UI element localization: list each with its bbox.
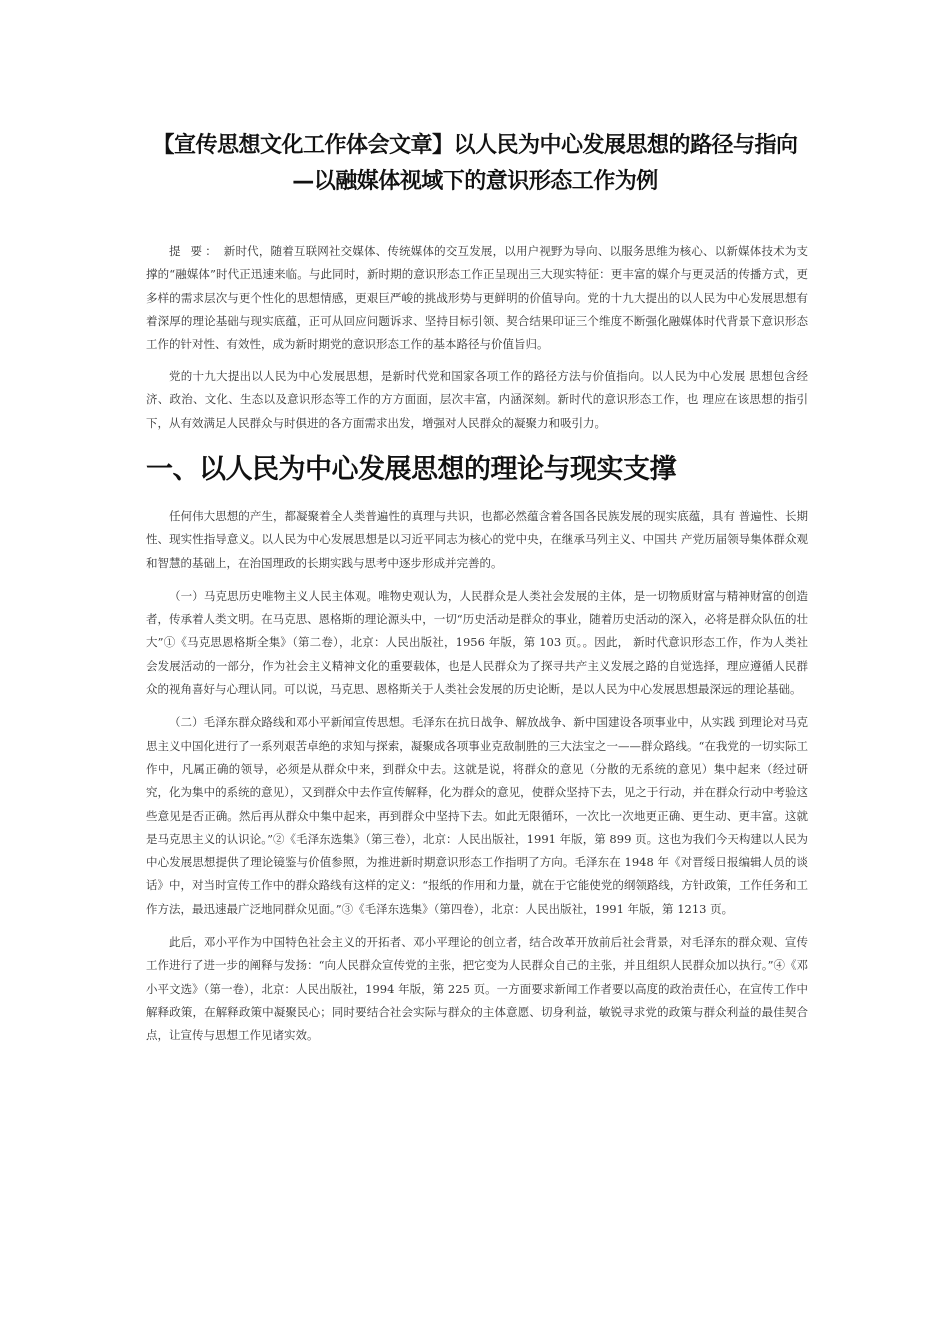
section-1-paragraph-2: （一）马克思历史唯物主义人民主体观。唯物史观认为，人民群众是人类社会发展的主体，是一切物质财富与精神财富的创造者，传承着人类文明。在马克思、恩格斯的理论源头中，一切“历史活动是群众的事业，随着历史活动的深入，必将是群众队伍的壮大”①《马克思恩格斯全集》（第二卷），北京：人民出版社，1956 年版，第 103 页。。因此， 新时代意识形态工作，作为人类社会发展活动的一部分，作为社会主义精神文化的重要载体，也是人民群众为了探寻共产主义发展之路的自觉选择，理应遵循人民群众的视角喜好与心理认同。可以说，马克思、恩格斯关于人类社会发展的历史论断，是以人民为中心发展思想最深远的理论基础。 (146, 588, 808, 697)
title-line-1: 【宣传思想文化工作体会文章】以人民为中心发展思想的路径与指向 (152, 133, 798, 158)
section-1-heading: 一、以人民为中心发展思想的理论与现实支撑 (146, 454, 676, 485)
abstract-block (146, 240, 808, 356)
section-1-paragraph-3: （二）毛泽东群众路线和邓小平新闻宣传思想。毛泽东在抗日战争、解放战争、新中国建设各项事业中，从实践 到理论对马克思主义中国化进行了一系列艰苦卓绝的求知与探索，凝聚成各项事业克敌制胜的三大法宝之一——群众路线。“在我党的一切实际工作中，凡属正确的领导，必须是从群众中来，到群众中去。这就是说，将群众的意见（分散的无系统的意见）集中起来（经过研究，化为集中的系统的意见），又到群众中去作宣传解释，化为群众的意见，使群众坚持下去，见之于行动，并在群众行动中考验这些意见是否正确。然后再从群众中集中起来，再到群众中坚持下去。如此无限循环，一次比一次地更正确、更生动、更丰富。这就是马克思主义的认识论。”②《毛泽东选集》（第三卷），北京：人民出版社，1991 年版，第 899 页。这也为我们今天构建以人民为中心发展思想提供了理论镜鉴与价值参照，为推进新时期意识形态工作指明了方向。毛泽东在 1948 年《对晋绥日报编辑人员的谈话》中，对当时宣传工作中的群众路线有这样的定义：“报纸的作用和力量，就在于它能使党的纲领路线，方针政策，工作任务和工作方法，最迅速最广泛地同群众见面。”③《毛泽东选集》（第四卷），北京：人民出版社，1991 年版，第 1213 页。 (146, 715, 808, 916)
section-1-paragraph-4: 此后，邓小平作为中国特色社会主义的开拓者、邓小平理论的创立者，结合改革开放前后社会背景，对毛泽东的群众观、宣传工作进行了进一步的阐释与发扬：“向人民群众宣传党的主张，把它变为人民群众自己的主张，并且组织人民群众加以执行。”④《邓小平文选》（第一卷），北京：人民出版社，1994 年版，第 225 页。一方面要求新闻工作者要以高度的政治责任心，在宣传工作中解释政策，在解释政策中凝聚民心；同时要结合社会实际与群众的主体意愿、切身利益，敏锐寻求党的政策与群众利益的最佳契合点，让宣传与思想工作见诸实效。 (146, 935, 808, 1043)
document-title (100, 128, 850, 200)
intro-paragraph: 党的十九大提出以人民为中心发展思想，是新时代党和国家各项工作的路径方法与价值指向。以人民为中心发展 思想包含经济、政治、文化、生态以及意识形态等工作的方方面面，层次丰富，内涵深刻。新时代的意识形态工作，也 理应在该思想的指引下，从有效满足人民群众与时俱进的各方面需求出发，增强对人民群众的凝聚力和吸引力。 (146, 369, 808, 430)
abstract-text: 新时代，随着互联网社交媒体、传统媒体的交互发展，以用户视野为导向、以服务思维为核心、以新媒体技术为支撑的“融媒体”时代正迅速来临。与此同时，新时期的意识形态工作正呈现出三大现实特征：更丰富的媒介与更灵活的传播方式，更多样的需求层次与更个性化的思想情感，更艰巨严峻的挑战形势与更鲜明的价值导向。党的十九大提出的以人民为中心发展思想有着深厚的理论基础与现实底蕴，正可从回应问题诉求、坚持目标引领、契合结果印证三个维度不断强化融媒体时代背景下意识形态工作的针对性、有效性，成为新时期党的意识形态工作的基本路径与价值旨归。 (146, 244, 809, 352)
abstract-label: 提 要： (169, 244, 220, 258)
intro-block (146, 365, 808, 435)
section-1-paragraph-1: 任何伟大思想的产生，都凝聚着全人类普遍性的真理与共识，也都必然蕴含着各国各民族发展的现实底蕴，具有 普遍性、长期性、现实性指导意义。以人民为中心发展思想是以习近平同志为核心的党中央，在继承马列主义、中国共 产党历届领导集体群众观和智慧的基础上，在治国理政的长期实践与思考中逐步形成并完善的。 (146, 509, 808, 570)
section-1-body (146, 505, 808, 1048)
title-line-2: —以融媒体视域下的意识形态工作为例 (292, 169, 658, 194)
abstract-paragraph (146, 240, 808, 356)
